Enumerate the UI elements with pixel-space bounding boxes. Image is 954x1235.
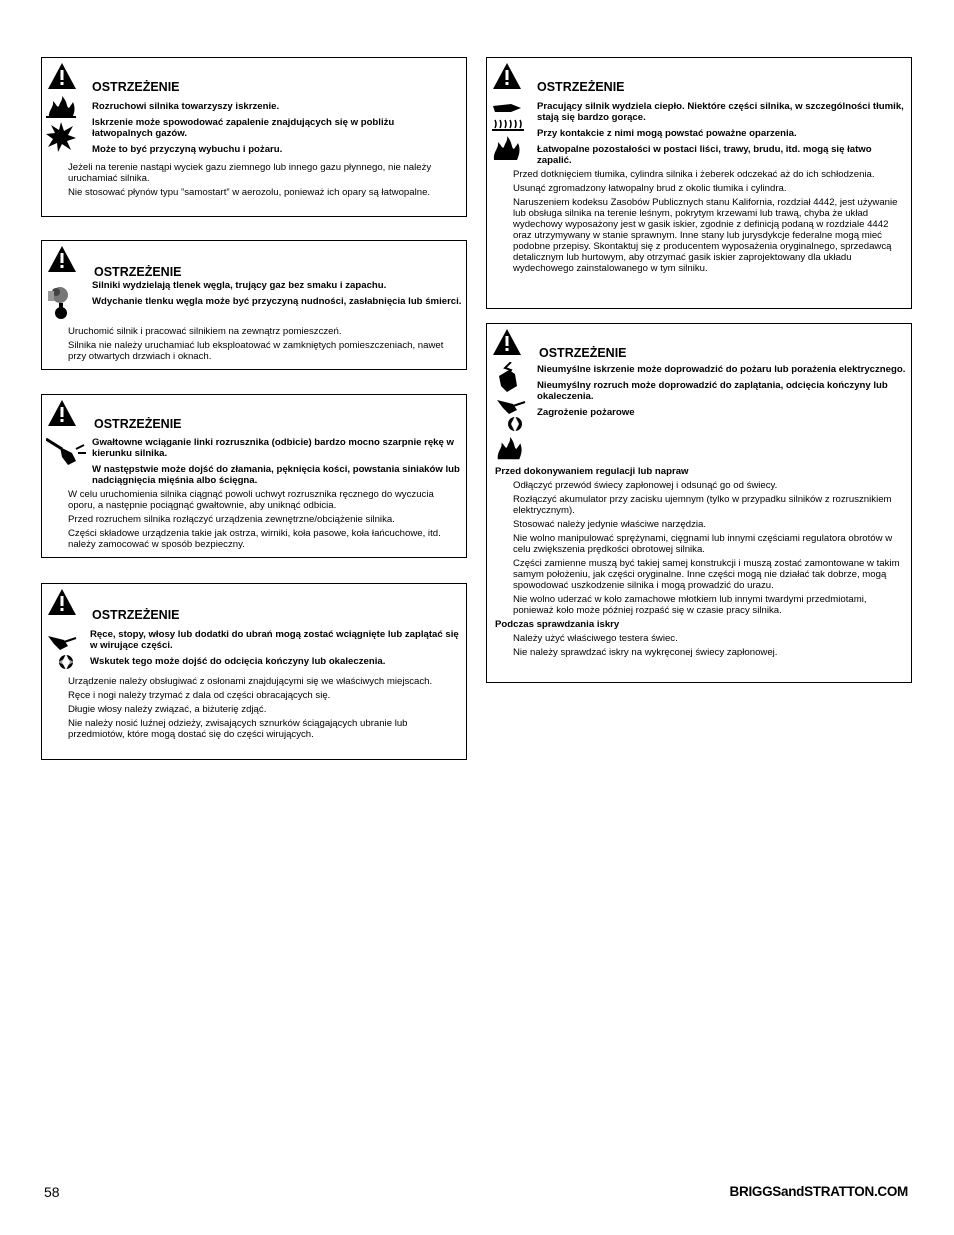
warning-line: Przy kontakcie z nimi mogą powstać poważne oparzenia. (537, 128, 797, 139)
instruction-line: Urządzenie należy obsługiwać z osłonami znajdującymi się we właściwych miejscach. (68, 676, 433, 687)
warning-line: Iskrzenie może spowodować zapalenie znajdujących się w pobliżu łatwopalnych gazów. (92, 117, 395, 139)
warning-title: OSTRZEŻENIE (94, 417, 182, 431)
warning-line: Wskutek tego może dojść do odcięcia kończyny lub okaleczenia. (90, 656, 386, 667)
section-heading: Podczas sprawdzania iskry (495, 619, 620, 630)
warning-title: OSTRZEŻENIE (539, 346, 627, 360)
instruction-line: Rozłączyć akumulator przy zacisku ujemnym (tylko w przypadku silników z rozrusznikiem elektrycznym). (513, 494, 892, 516)
warning-line: Wdychanie tlenku węgla może być przyczyną nudności, zasłabnięcia lub śmierci. (92, 296, 462, 307)
instruction-line: Silnika nie należy uruchamiać lub eksploatować w zamkniętych pomieszczeniach, nawet przy otwartych drzwiach i oknach. (68, 340, 444, 362)
warning-box-entanglement (41, 583, 467, 760)
fire-icon (495, 436, 523, 460)
warning-triangle-icon (48, 589, 76, 615)
instruction-line: Przed dotknięciem tłumika, cylindra silnika i żeberek odczekać aż do ich schłodzenia. (513, 169, 875, 180)
instruction-line: Jeżeli na terenie nastąpi wyciek gazu ziemnego lub innego gazu płynnego, nie należy uruchamiać silnika. (68, 162, 432, 184)
page-number: 58 (44, 1184, 60, 1200)
warning-line: Rozruchowi silnika towarzyszy iskrzenie. (92, 101, 280, 112)
warning-line: W następstwie może dojść do złamania, pęknięcia kości, powstania siniaków lub nadciągnięcia mięśnia albo ścięgna. (92, 464, 460, 486)
warning-line: Pracujący silnik wydziela ciepło. Niektóre części silnika, w szczególności tłumik, stają się bardzo gorące. (537, 101, 904, 123)
warning-line: Gwałtowne wciąganie linki rozrusznika (odbicie) bardzo mocno szarpnie rękę w kierunku silnika. (92, 437, 454, 459)
warning-triangle-icon (493, 329, 521, 355)
warning-title: OSTRZEŻENIE (537, 80, 625, 94)
warning-box-carbon-monoxide (41, 240, 467, 370)
warning-title: OSTRZEŻENIE (94, 265, 182, 279)
warning-box-service (486, 323, 912, 683)
instruction-line: Usunąć zgromadzony łatwopalny brud z okolic tłumika i cylindra. (513, 183, 787, 194)
warning-title: OSTRZEŻENIE (92, 80, 180, 94)
hot-surface-icon (491, 100, 525, 132)
fire-icon (491, 136, 521, 160)
instruction-line: Części zamienne muszą być takiej samej konstrukcji i muszą zostać zamontowane w takim samym położeniu, jak części oryginalne. Inne części mogą nie działać tak dobrze, mogą spowodować uszkodzenie silnika i mogą prowadzić do urazu. (513, 558, 900, 591)
instruction-line: Stosować należy jedynie właściwe narzędzia. (513, 519, 707, 530)
instruction-line: W celu uruchomienia silnika ciągnąć powoli uchwyt rozrusznika ręcznego do wyczucia oporu, a następnie pociągnąć gwałtownie, aby uniknąć odbicia. (68, 489, 434, 511)
entanglement-icon (46, 632, 80, 672)
instruction-line: Odłączyć przewód świecy zapłonowej i odsunąć go od świecy. (513, 480, 778, 491)
instruction-line: Nie należy nosić luźnej odzieży, zwisających sznurków ściągających ubranie lub przedmiotów, które mogą dostać się do części wirujących. (68, 718, 408, 740)
website-link[interactable]: BRIGGSandSTRATTON.COM (729, 1184, 908, 1199)
warning-box-spark (41, 57, 467, 217)
warning-line: Nieumyślny rozruch może doprowadzić do zaplątania, odcięcia kończyny lub okaleczenia. (537, 380, 888, 402)
warning-triangle-icon (48, 63, 76, 89)
instruction-line: Nie wolno manipulować sprężynami, cięgnami lub innymi częściami regulatora obrotów w celu zwiększenia prędkości obrotowej silnika. (513, 533, 893, 555)
shock-icon (495, 362, 523, 394)
warning-triangle-icon (48, 246, 76, 272)
warning-box-kickback (41, 394, 467, 558)
instruction-line: Części składowe urządzenia takie jak ostrza, wirniki, koła pasowe, koła łańcuchowe, itd. należy zamocować w sposób bezpieczny. (68, 528, 441, 550)
warning-line: Może to być przyczyną wybuchu i pożaru. (92, 144, 283, 155)
warning-line: Łatwopalne pozostałości w postaci liści, trawy, brudu, itd. mogą się łatwo zapalić. (537, 144, 872, 166)
explosion-icon (46, 122, 76, 152)
instruction-line: Nie wolno uderzać w koło zamachowe młotkiem lub innymi twardymi przedmiotami, ponieważ koło może później rozpaść się w czasie pracy silnika. (513, 594, 867, 616)
section-heading: Przed dokonywaniem regulacji lub napraw (495, 466, 689, 477)
warning-title: OSTRZEŻENIE (92, 608, 180, 622)
moving-parts-icon (495, 398, 527, 432)
instruction-line: Nie należy sprawdzać iskry na wykręconej świecy zapłonowej. (513, 647, 778, 658)
fire-icon (46, 96, 76, 118)
warning-box-hot-surface (486, 57, 912, 309)
warning-triangle-icon (48, 400, 76, 426)
warning-line: Zagrożenie pożarowe (537, 407, 635, 418)
instruction-line: Nie stosować płynów typu ”samostart” w aerozolu, ponieważ ich opary są łatwopalne. (68, 187, 431, 198)
warning-line: Ręce, stopy, włosy lub dodatki do ubrań mogą zostać wciągnięte lub zaplątać się w wirujące części. (90, 629, 459, 651)
instruction-line: Należy użyć właściwego testera świec. (513, 633, 678, 644)
toxic-gas-icon (46, 283, 76, 323)
warning-line: Nieumyślne iskrzenie może doprowadzić do pożaru lub porażenia elektrycznego. (537, 364, 906, 375)
instruction-line: Ręce i nogi należy trzymać z dala od części obracających się. (68, 690, 331, 701)
instruction-line: Długie włosy należy związać, a biżuterię zdjąć. (68, 704, 267, 715)
kickback-icon (46, 437, 86, 467)
instruction-line: Uruchomić silnik i pracować silnikiem na zewnątrz pomieszczeń. (68, 326, 342, 337)
instruction-line: Naruszeniem kodeksu Zasobów Publicznych stanu Kalifornia, rozdział 4442, jest używanie lub obsługa silnika na terenie leśnym, pokrytym krzewami lub trawą, chyba że układ wydechowy wyposażony jest w gasik iskier, zgodnie z definicją podaną w rozdziale 4442 oraz utrzymywany w stanie sprawnym. Inne stany lub jurysdykcje federalne mogą mieć podobne przepisy. Skontaktuj się z producentem wyposażenia oryginalnego, sprzedawcą detalicznym lub hurtowym, aby otrzymać gasik iskier zaprojektowany dla układu wydechowego zainstalowanego w tym silniku. (513, 197, 898, 274)
warning-line: Silniki wydzielają tlenek węgla, trujący gaz bez smaku i zapachu. (92, 280, 387, 291)
instruction-line: Przed rozruchem silnika rozłączyć urządzenia zewnętrzne/obciążenie silnika. (68, 514, 395, 525)
warning-triangle-icon (493, 63, 521, 89)
